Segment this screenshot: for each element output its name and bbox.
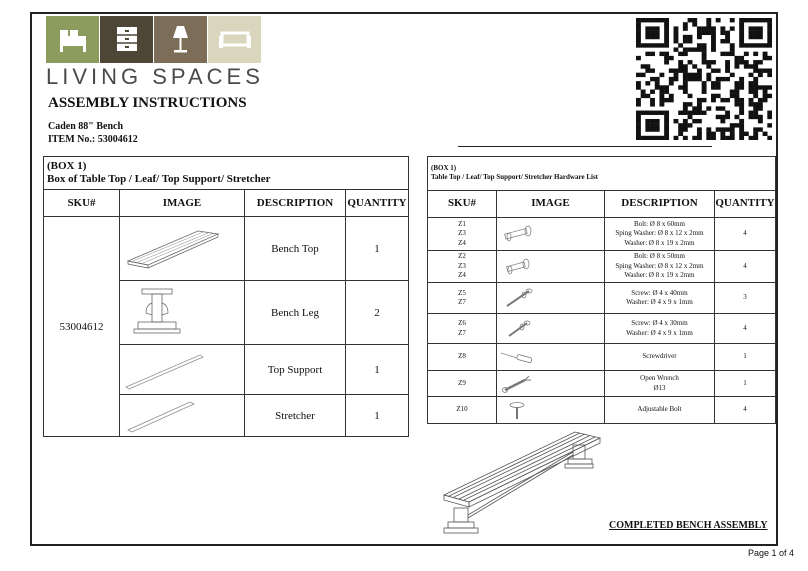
bench-top-image <box>120 217 245 281</box>
table-row <box>428 397 776 424</box>
bolt-image <box>497 218 605 251</box>
col-quantity: QUANTITY <box>346 190 409 217</box>
hw-description: Open Wrench Ø13 <box>605 370 715 396</box>
item-quantity: 1 <box>346 395 409 437</box>
box-label: (BOX 1) <box>47 160 87 172</box>
table-row <box>428 283 776 314</box>
sku-cell: 53004612 <box>44 217 120 437</box>
hw-sku-cell: Z10 <box>428 397 497 424</box>
lamp-icon <box>154 16 207 63</box>
item-quantity: 1 <box>346 217 409 281</box>
hw-quantity: 4 <box>715 250 776 283</box>
page-number: Page 1 of 4 <box>748 548 795 558</box>
item-description: Bench Leg <box>245 281 346 345</box>
qr-code-icon <box>636 18 772 140</box>
table-row <box>428 218 776 251</box>
screw-image <box>497 313 605 344</box>
box-table-header <box>44 157 409 190</box>
hardware-table-header <box>428 157 776 191</box>
hw-sku-cell: Z9 <box>428 370 497 396</box>
col-description: DESCRIPTION <box>245 190 346 217</box>
sofa-icon <box>208 16 261 63</box>
completed-bench-image <box>440 430 605 545</box>
top-support-image <box>120 345 245 395</box>
hw-description: Screw: Ø 4 x 30mm Washer: Ø 4 x 9 x 1mm <box>605 313 715 344</box>
item-description: Bench Top <box>245 217 346 281</box>
hw-sku-cell: Z1 Z3 Z4 <box>428 218 497 251</box>
screwdriver-image <box>497 344 605 370</box>
item-quantity: 1 <box>346 345 409 395</box>
hardware-subtitle: Table Top / Leaf/ Top Support/ Stretcher Hardware List <box>431 173 598 182</box>
dresser-icon <box>100 16 153 63</box>
bed-icon <box>46 16 99 63</box>
table-row <box>428 370 776 396</box>
col-description: DESCRIPTION <box>605 190 715 218</box>
product-name: Caden 88" Bench <box>48 121 124 132</box>
hw-description: Adjustable Bolt <box>605 397 715 424</box>
item-quantity: 2 <box>346 281 409 345</box>
hw-sku-cell: Z8 <box>428 344 497 370</box>
hw-description: Bolt: Ø 8 x 60mm Sping Washer: Ø 8 x 12 x 2mm Washer: Ø 8 x 19 x 2mm <box>605 218 715 251</box>
col-sku: SKU# <box>428 190 497 218</box>
hw-quantity: 1 <box>715 344 776 370</box>
hw-description: Screwdriver <box>605 344 715 370</box>
item-description: Stretcher <box>245 395 346 437</box>
table-row <box>428 344 776 370</box>
hw-quantity: 4 <box>715 218 776 251</box>
table-row <box>428 250 776 283</box>
col-image: IMAGE <box>120 190 245 217</box>
screw-image <box>497 283 605 314</box>
wrench-image <box>497 370 605 396</box>
hw-quantity: 4 <box>715 313 776 344</box>
hw-quantity: 1 <box>715 370 776 396</box>
hw-description: Screw: Ø 4 x 40mm Washer: Ø 4 x 9 x 1mm <box>605 283 715 314</box>
brand-name: LIVING SPACES <box>46 64 264 89</box>
hardware-table <box>427 156 776 424</box>
hardware-box-label: (BOX 1) <box>431 163 457 172</box>
hw-sku-cell: Z5 Z7 <box>428 283 497 314</box>
adjustable-bolt-image <box>497 397 605 424</box>
hw-quantity: 4 <box>715 397 776 424</box>
divider <box>458 146 712 147</box>
item-number: ITEM No.: 53004612 <box>48 134 138 145</box>
hw-quantity: 3 <box>715 283 776 314</box>
page-title: ASSEMBLY INSTRUCTIONS <box>48 95 247 111</box>
box-subtitle: Box of Table Top / Leaf/ Top Support/ Stretcher <box>47 173 271 185</box>
col-image: IMAGE <box>497 190 605 218</box>
table-row <box>428 313 776 344</box>
stretcher-image <box>120 395 245 437</box>
bolt-image <box>497 250 605 283</box>
item-description: Top Support <box>245 345 346 395</box>
bench-leg-image <box>120 281 245 345</box>
table-row <box>44 217 409 281</box>
col-sku: SKU# <box>44 190 120 217</box>
box-contents-table <box>43 156 409 437</box>
col-quantity: QUANTITY <box>715 190 776 218</box>
hw-sku-cell: Z2 Z3 Z4 <box>428 250 497 283</box>
hw-description: Bolt: Ø 8 x 50mm Sping Washer: Ø 8 x 12 x 2mm Washer: Ø 8 x 19 x 2mm <box>605 250 715 283</box>
hw-sku-cell: Z6 Z7 <box>428 313 497 344</box>
completed-assembly-label: COMPLETED BENCH ASSEMBLY <box>609 520 768 531</box>
